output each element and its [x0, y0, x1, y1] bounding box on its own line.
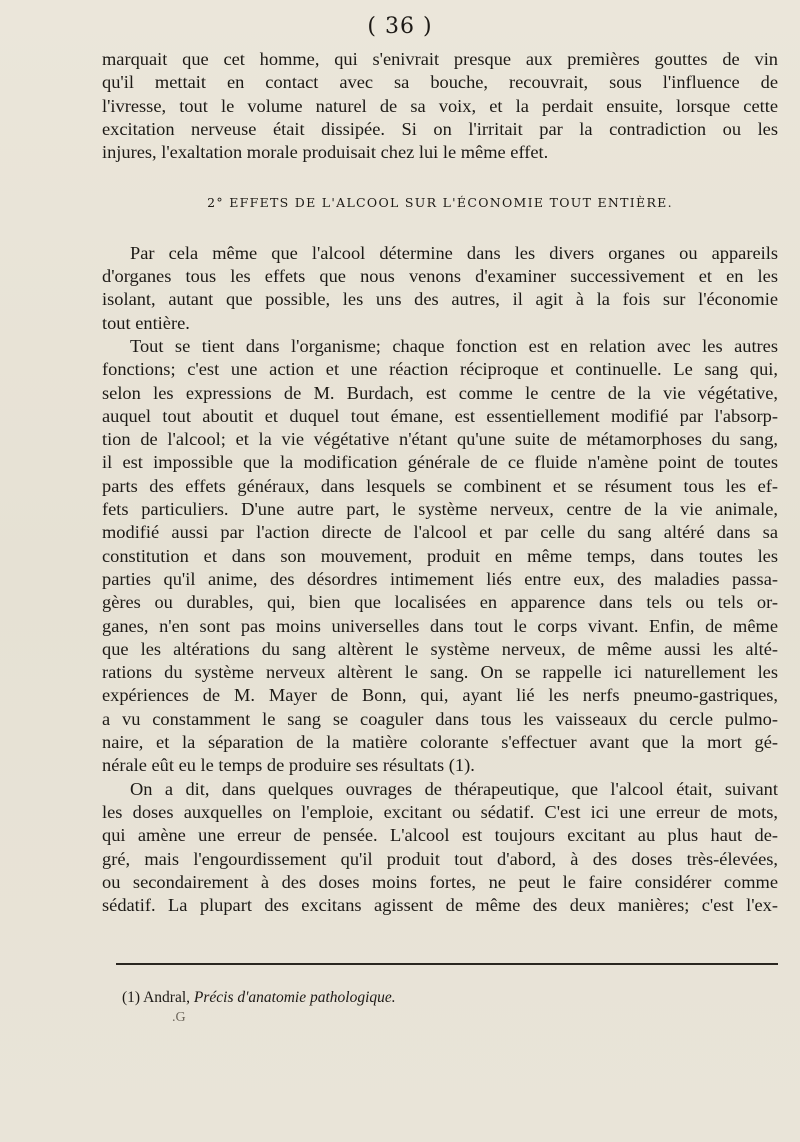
text-line: nérale eût eu le temps de produire ses résultats (1).: [102, 755, 475, 776]
section-heading: 2° EFFETS DE L'ALCOOL SUR L'ÉCONOMIE TOUT ENTIÈRE.: [207, 195, 673, 211]
text-line: les doses auxquelles on l'emploie, excitant ou sédatif. C'est ici une erreur de mots,: [102, 801, 778, 822]
text-line: constitution et dans son mouvement, produit en même temps, dans toutes les: [102, 545, 778, 566]
text-line: qu'il mettait en contact avec sa bouche, recouvrait, sous l'influence de: [102, 72, 778, 93]
text-line: il est impossible que la modification générale de ce fluide n'amène point de toutes: [102, 452, 778, 473]
text-line: Tout se tient dans l'organisme; chaque fonction est en relation avec les autres: [130, 335, 778, 356]
text-line: ou secondairement à des doses moins fortes, ne peut le faire considérer comme: [102, 871, 778, 892]
text-line: d'organes tous les effets que nous venons d'examiner successivement et en les: [102, 266, 778, 287]
text-line: que les altérations du sang altèrent le système nerveux, de même aussi les alté-: [102, 638, 778, 659]
text-line: auquel tout aboutit et duquel tout émane, est essentiellement modifié par l'absorp-: [102, 405, 778, 426]
text-line: a vu constamment le sang se coaguler dans tous les vaisseaux du cercle pulmo-: [102, 708, 778, 729]
text-line: modifié aussi par l'action directe de l'alcool et par celle du sang altéré dans sa: [102, 522, 778, 543]
paragraph-continuation: [102, 48, 778, 164]
text-line: isolant, autant que possible, les uns des autres, il agit à la fois sur l'économie: [102, 289, 778, 310]
text-line: On a dit, dans quelques ouvrages de thérapeutique, que l'alcool était, suivant: [130, 778, 778, 799]
text-line: tout entière.: [102, 312, 190, 333]
text-line: l'ivresse, tout le volume naturel de sa voix, et la perdait ensuite, lorsque cette: [102, 95, 778, 116]
footnote: [122, 989, 396, 1007]
paragraph-organism: [102, 335, 778, 778]
text-line: rations du système nerveux altèrent le sang. On se rappelle ici naturellement les: [102, 662, 778, 683]
text-line: gères ou durables, qui, bien que localisées en apparence dans tels ou tels or-: [102, 592, 778, 613]
text-line: injures, l'exaltation morale produisait chez lui le même effet.: [102, 142, 549, 163]
footnote-marker: (1) Andral,: [122, 989, 191, 1006]
text-line: gré, mais l'engourdissement qu'il produit tout d'abord, à des doses très-élevées,: [102, 848, 778, 869]
page-number: ( 36 ): [367, 14, 433, 39]
text-line: sédatif. La plupart des excitans agissent de même des deux manières; c'est l'ex-: [102, 895, 778, 916]
text-line: fonctions; c'est une action et une réaction réciproque et continuelle. Le sang qui,: [102, 359, 778, 380]
footnote-rule: [116, 963, 778, 965]
text-line: fets particuliers. D'une autre part, le système nerveux, centre de la vie animale,: [102, 499, 778, 520]
text-line: marquait que cet homme, qui s'enivrait presque aux premières gouttes de vin: [102, 49, 778, 69]
text-line: qui amène une erreur de pensée. L'alcool est toujours excitant au plus haut de-: [102, 825, 778, 846]
body-text: [102, 48, 778, 917]
paragraph-intro: [102, 242, 778, 335]
text-line: expériences de M. Mayer de Bonn, qui, ayant lié les nerfs pneumo-gastriques,: [102, 685, 778, 706]
printer-mark: .G: [172, 1010, 186, 1025]
text-line: selon les expressions de M. Burdach, est comme le centre de la vie végétative,: [102, 382, 778, 403]
text-line: Par cela même que l'alcool détermine dans les divers organes ou appareils: [130, 242, 778, 263]
paragraph-therapeutics: [102, 778, 778, 918]
footnote-title: Précis d'anatomie pathologique.: [193, 989, 396, 1006]
text-line: parts des effets généraux, dans lesquels se combinent et se résument tous les ef-: [102, 475, 778, 496]
text-line: parties qu'il anime, des désordres intimement liés entre eux, des maladies passa-: [102, 568, 778, 589]
text-line: ganes, n'en sont pas moins universelles dans tout le corps vivant. Enfin, de même: [102, 615, 778, 636]
text-line: tion de l'alcool; et la vie végétative n'étant qu'une suite de métamorphoses du sang,: [102, 429, 778, 450]
text-line: naire, et la séparation de la matière colorante s'effectuer avant que la mort gé-: [102, 732, 778, 753]
text-line: excitation nerveuse était dissipée. Si on l'irritait par la contradiction ou les: [102, 118, 778, 139]
